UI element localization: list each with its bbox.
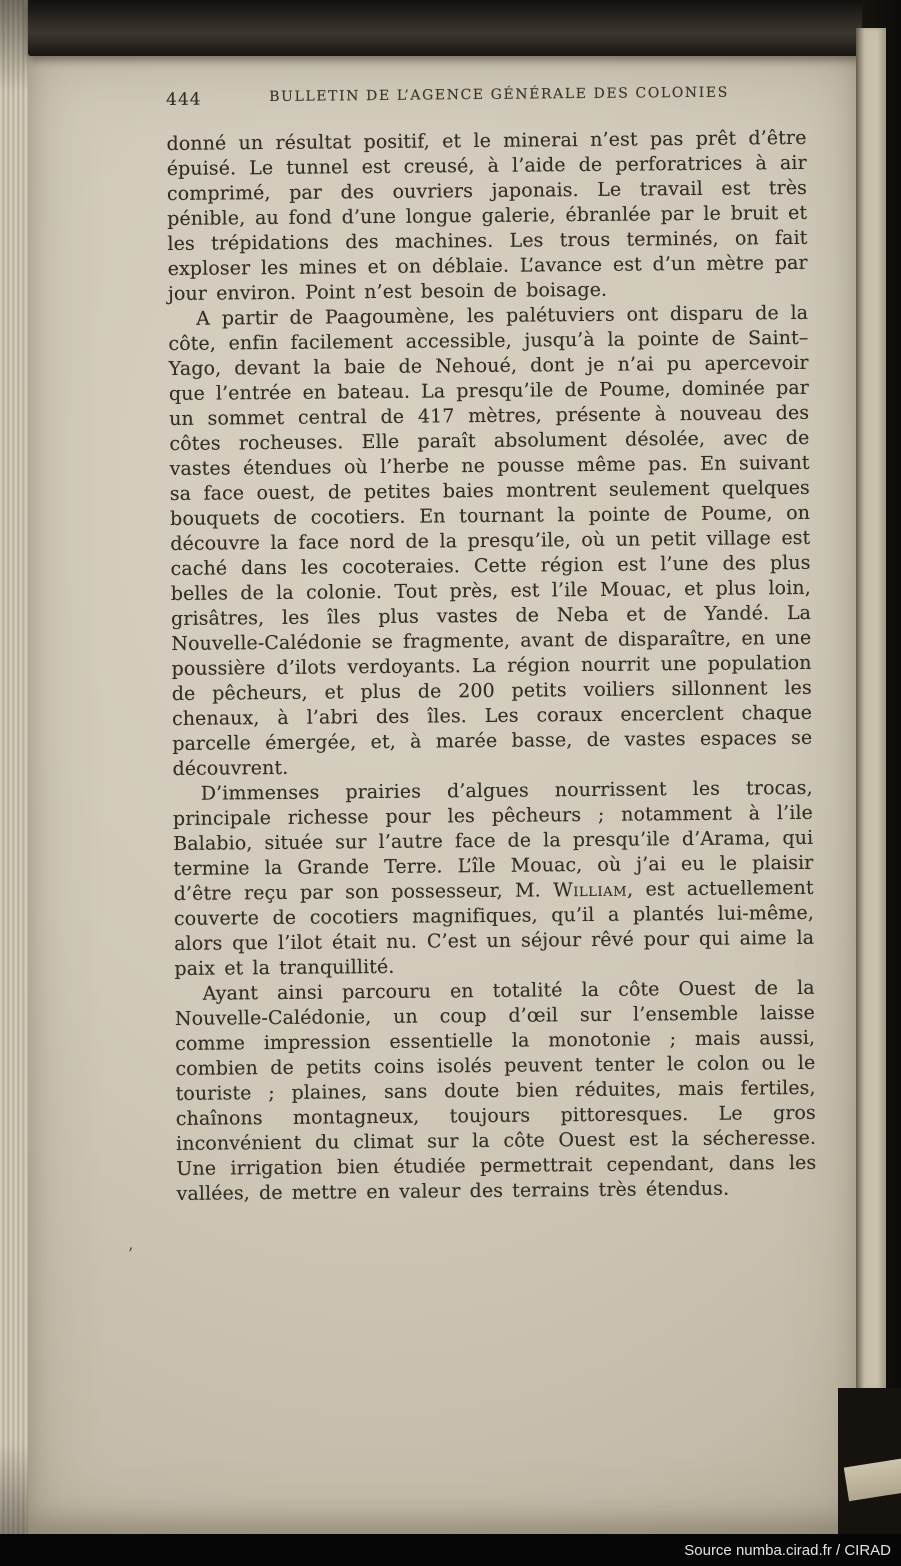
printed-page-content	[166, 84, 817, 1207]
paragraph	[168, 301, 813, 782]
source-attribution-bar	[0, 1534, 901, 1566]
adjacent-page-edge	[856, 28, 886, 1390]
book-cover-top-edge	[28, 0, 862, 56]
paragraph	[175, 976, 817, 1207]
paragraph	[166, 126, 808, 307]
text-segment: A partir de Paagoumène, les palétuviers ont disparu de la côte, enfin facilement accessible, jusqu’à la pointe de Saint–Yago, devant la baie de Nehoué, dont je n’ai pu apercevoir que l’entrée en bateau. La presqu’ile de Poume, dominée par un sommet central de 417 mètres, présente à nouveau des côtes rocheuses. Elle paraît absolument désolée, avec de vastes étendues où l’herbe ne pousse même pas. En suivant sa face ouest, de petites baies montrent seulement quelques bouquets de cocotiers. En tournant la pointe de Poume, on découvre la face nord de la presqu’ile, où un petit village est caché dans les cocoteraies. Cette région est l’une des plus belles de la colonie. Tout près, est l’ile Mouac, et plus loin, grisâtres, les îles plus vastes de Neba et de Yandé. La Nouvelle-Calédonie se fragmente, avant de disparaître, en une poussière d’ilots verdoyants. La région nourrit une population de pêcheurs, et plus de 200 petits voiliers sillonnent les chenaux, à l’abri des îles. Les coraux encerclent chaque parcelle émergée, et, à marée basse, de vastes espaces se découvrent.	[168, 301, 813, 780]
text-segment: D’immenses prairies d’algues nourrissent les trocas, principale richesse pour les pêcheurs ; notamment à l’ile Balabio, située sur l’autre face de la presqu’ile d’Arama, qui termine la Grande Terre. L’île Mouac, où j’ai eu le plaisir d’être reçu par son possesseur, M.	[172, 776, 814, 905]
running-header-title: BULLETIN DE L’AGENCE GÉNÉRALE DES COLONIES	[269, 84, 729, 106]
page-body	[166, 126, 816, 1207]
source-attribution-text: Source numba.cirad.fr / CIRAD	[684, 1541, 891, 1559]
page-number: 444	[166, 89, 202, 110]
text-segment: , est actuellement couverte de cocotiers magnifiques, qu’il a plantés lui-même, alors que l’ilot était nu. C’est un séjour rêvé pour qui aime la paix et la tranquillité.	[173, 876, 815, 980]
text-segment: donné un résultat positif, et le minerai n’est pas prêt d’être épuisé. Le tunnel est creusé, à l’aide de perforatrices à air comprimé, par des ouvriers japonais. Le travail est très pénible, au fond d’une longue galerie, ébranlée par le bruit et les trépidations des machines. Les trous terminés, on fait exploser les mines et on déblaie. L’avance est d’un mètre par jour environ. Point n’est besoin de boisage.	[166, 126, 808, 305]
text-segment: William	[553, 878, 628, 902]
page-stack-left-edge	[0, 0, 30, 1535]
text-segment: Ayant ainsi parcouru en totalité la côte Ouest de la Nouvelle-Calédonie, un coup d’œil sur l’ensemble laisse comme impression essentielle la monotonie ; mais aussi, combien de petits coins isolés peuvent tenter le colon ou le touriste ; plaines, sans doute bien réduites, mais fertiles, chaînons montagneux, toujours pittoresques. Le gros inconvénient du climat sur la côte Ouest est la sécheresse. Une irrigation bien étudiée permettrait cependant, dans les vallées, de mettre en valeur des terrains très étendus.	[174, 976, 817, 1205]
scan-artifact-mark: ’	[128, 1244, 134, 1263]
paragraph	[173, 776, 815, 982]
